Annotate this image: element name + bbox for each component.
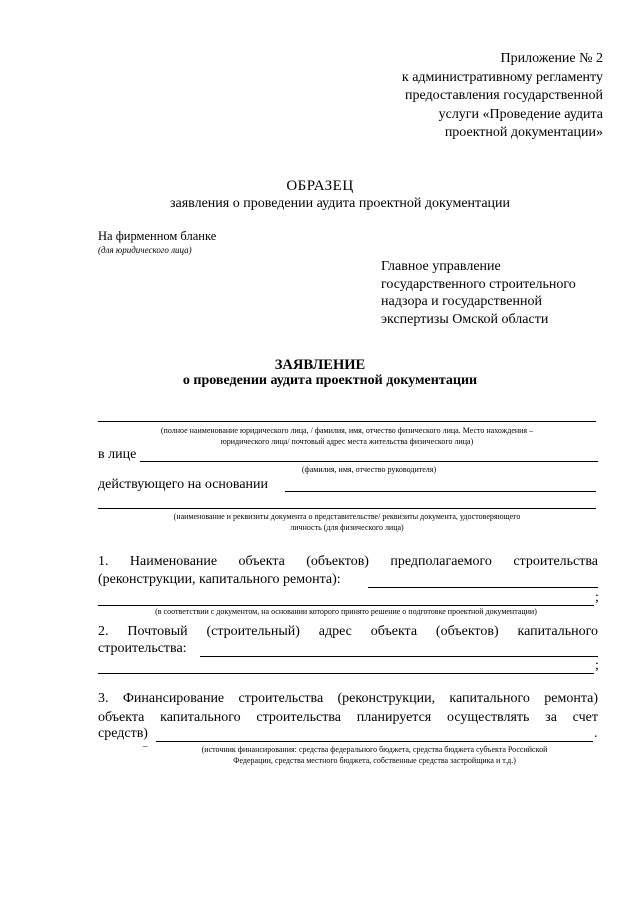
appendix-line-3: предоставления государственной xyxy=(404,88,603,103)
item3-line-2: объекта капитального строительства планируется осуществлять за счет xyxy=(98,710,598,725)
item2-line-2: строительства: xyxy=(98,641,187,656)
item2-field-line-1[interactable] xyxy=(200,656,598,657)
item3-period: . xyxy=(594,726,598,741)
representative-note: (фамилия, имя, отчество руководителя) xyxy=(301,465,437,474)
applicant-note xyxy=(98,425,596,447)
basis-label: действующего на основании xyxy=(98,477,269,492)
item1-note: (в соответствии с документом, на основании которого принято решение о подготовке проектной документации) xyxy=(155,607,537,616)
appendix-line-1: Приложение № 2 xyxy=(500,51,603,66)
item3-note-line-1: (источник финансирования: средства федерального бюджета, средства бюджета субъекта Российской xyxy=(201,745,548,754)
applicant-field-line[interactable] xyxy=(98,421,596,422)
appendix-line-5: проектной документации» xyxy=(444,125,603,140)
item1-line-1: 1. Наименование объекта (объектов) предполагаемого строительства xyxy=(98,554,598,569)
item2-line-1: 2. Почтовый (строительный) адрес объекта (объектов) капитального xyxy=(98,624,598,639)
letterhead-note: (для юридического лица) xyxy=(98,245,192,255)
applicant-note-line-2: юридического лица/ почтовый адрес места жительства физического лица) xyxy=(220,437,474,446)
recipient-line-2: государственного строительного xyxy=(381,276,576,292)
statement-title: ЗАЯВЛЕНИЕ xyxy=(274,357,366,373)
item3-note-line-2: Федерации, средства местного бюджета, собственные средства застройщика и т.д.) xyxy=(233,756,516,765)
basis-note-line-1: (наименование и реквизиты документа о представительстве/ реквизиты документа, удостоверяющего xyxy=(173,512,521,521)
item3-note xyxy=(156,744,593,766)
recipient-line-4: экспертизы Омской области xyxy=(381,311,549,327)
item1-field-line-1[interactable] xyxy=(368,587,598,588)
applicant-note-line-1: (полное наименование юридического лица, / фамилия, имя, отчество физического лица. Место нахождения – xyxy=(160,426,534,435)
recipient-block xyxy=(381,258,576,328)
item3-field-line[interactable] xyxy=(156,741,593,742)
recipient-line-3: надзора и государственной xyxy=(381,294,542,309)
appendix-header xyxy=(402,50,603,143)
basis-note xyxy=(98,511,596,533)
recipient-line-1: Главное управление xyxy=(381,259,501,274)
representative-field-line[interactable] xyxy=(140,461,598,462)
sample-title: ОБРАЗЕЦ xyxy=(286,178,354,194)
basis-field-line-2[interactable] xyxy=(98,508,596,509)
item3-line-3: средств) xyxy=(98,726,148,741)
basis-note-line-2: личность (для физического лица) xyxy=(290,523,404,532)
item3-line-1: 3. Финансирование строительства (реконструкции, капитального ремонта) xyxy=(98,691,598,706)
item3-dash: – xyxy=(143,741,148,751)
item1-line-2: (реконструкции, капитального ремонта): xyxy=(98,572,341,587)
statement-subtitle: о проведении аудита проектной документации xyxy=(182,373,478,388)
item2-field-line-2[interactable] xyxy=(98,673,594,674)
sample-subtitle: заявления о проведении аудита проектной документации xyxy=(169,196,511,211)
letterhead-label: На фирменном бланке xyxy=(98,229,217,243)
representative-label: в лице xyxy=(98,447,137,462)
item1-semicolon: ; xyxy=(595,590,599,605)
item2-semicolon: ; xyxy=(595,658,599,673)
appendix-line-4: услуги «Проведение аудита xyxy=(438,106,603,122)
appendix-line-2: к административному регламенту xyxy=(401,69,603,85)
basis-field-line-1[interactable] xyxy=(285,491,596,492)
